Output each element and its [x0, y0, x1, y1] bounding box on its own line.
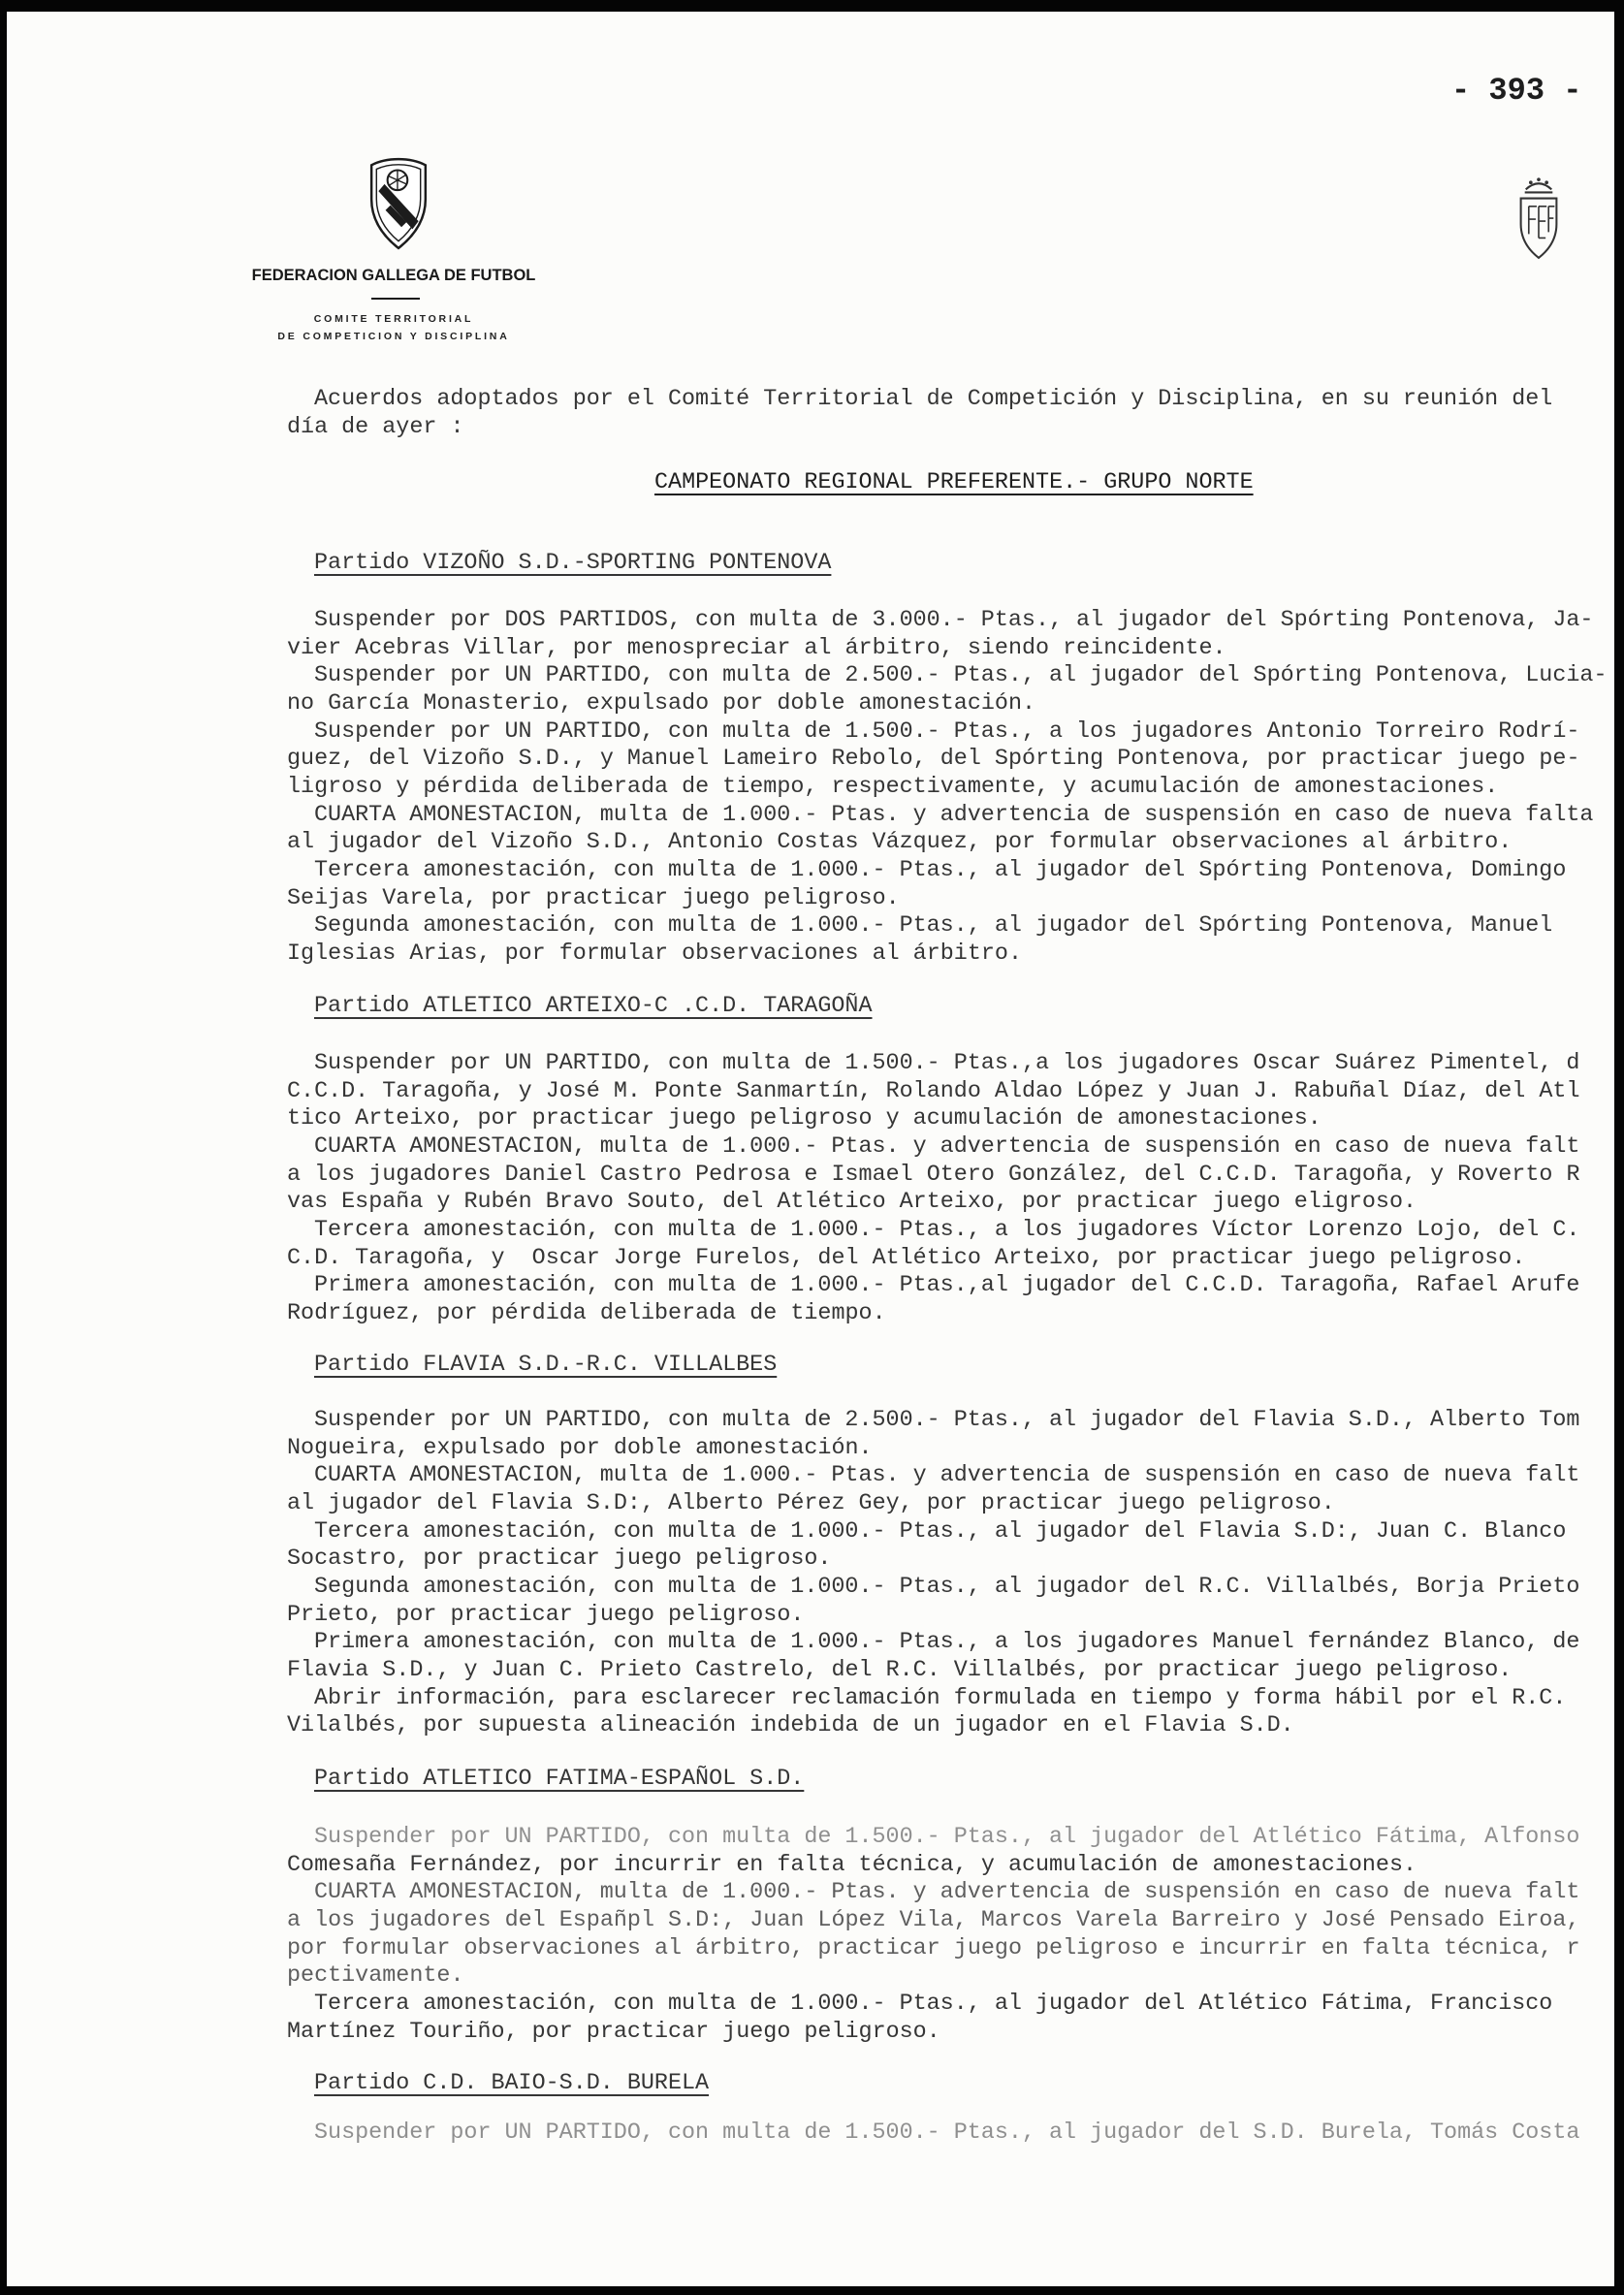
crowned-crest-icon: [1509, 173, 1569, 262]
resolution-paragraph: [287, 1050, 1579, 1133]
text-line: CUARTA AMONESTACION, multa de 1.000.- Ptas. y advertencia de suspensión en caso de nueva falt: [314, 1133, 1580, 1160]
committee-name-line-1: COMITE TERRITORIAL: [313, 313, 474, 325]
match-heading: Partido ATLETICO FATIMA-ESPAÑOL S.D.: [314, 1767, 805, 1792]
intro-paragraph: [287, 386, 1552, 441]
resolution-paragraph: [287, 718, 1607, 802]
federation-shield-icon: [368, 155, 429, 250]
resolution-paragraph: [287, 1991, 1579, 2046]
match-resolutions: [287, 1407, 1579, 1740]
match-resolutions: [287, 1050, 1579, 1328]
text-line: CUARTA AMONESTACION, multa de 1.000.- Ptas. y advertencia de suspensión en caso de nueva falt: [314, 1463, 1580, 1489]
text-line: Nogueira, expulsado por doble amonestación.: [287, 1435, 873, 1461]
text-line: ligroso y pérdida deliberada de tiempo, respectivamente, y acumulación de amonestaciones.: [287, 774, 1499, 800]
letterhead-divider: [371, 298, 420, 300]
resolution-paragraph: [287, 1685, 1579, 1740]
text-line: Primera amonestación, con multa de 1.000.- Ptas., a los jugadores Manuel fernández Blanco, de: [314, 1630, 1580, 1656]
text-line: día de ayer :: [287, 414, 464, 440]
text-line: Martínez Touriño, por practicar juego peligroso.: [287, 2019, 940, 2045]
match-heading: Partido FLAVIA S.D.-R.C. VILLALBES: [314, 1353, 778, 1378]
text-line: Socastro, por practicar juego peligroso.: [287, 1546, 832, 1573]
text-line: vas España y Rubén Bravo Souto, del Atlético Arteixo, por practicar juego eligroso.: [287, 1190, 1417, 1216]
resolution-paragraph: [287, 1879, 1579, 1991]
resolution-paragraph: [287, 1462, 1579, 1517]
text-line: Tercera amonestación, con multa de 1.000.- Ptas., al jugador del Atlético Fátima, Francisco: [314, 1991, 1553, 2017]
committee-name-line-2: DE COMPETICION Y DISCIPLINA: [277, 331, 510, 342]
text-line: Tercera amonestación, con multa de 1.000.- Ptas., a los jugadores Víctor Lorenzo Lojo, del C.: [314, 1217, 1580, 1243]
text-line: por formular observaciones al árbitro, practicar juego peligroso e incurrir en falta técnica, r: [287, 1935, 1580, 1961]
text-line: Seijas Varela, por practicar juego peligroso.: [287, 885, 900, 911]
text-line: Rodríguez, por pérdida deliberada de tiempo.: [287, 1300, 886, 1326]
resolution-paragraph: [287, 1574, 1579, 1629]
match-resolutions: [287, 2120, 1579, 2148]
text-line: Flavia S.D., y Juan C. Prieto Castrelo, del R.C. Villalbés, por practicar juego peligroso.: [287, 1657, 1513, 1683]
resolution-paragraph: [287, 1133, 1579, 1217]
text-line: guez, del Vizoño S.D., y Manuel Lameiro Rebolo, del Spórting Pontenova, por practicar juego pe-: [287, 747, 1580, 773]
text-line: Tercera amonestación, con multa de 1.000.- Ptas., al jugador del Spórting Pontenova, Domingo: [314, 857, 1567, 883]
text-line: Suspender por UN PARTIDO, con multa de 2.500.- Ptas., al jugador del Spórting Pontenova, Lucia-: [314, 663, 1608, 689]
resolution-paragraph: [287, 2120, 1579, 2148]
text-line: Suspender por UN PARTIDO, con multa de 1.500.- Ptas., al jugador del Atlético Fátima, Alfonso: [314, 1825, 1580, 1850]
text-line: C.C.D. Taragoña, y José M. Ponte Sanmartín, Rolando Aldao López y Juan J. Rabuñal Díaz, del Atl: [287, 1078, 1580, 1104]
text-line: Suspender por DOS PARTIDOS, con multa de 3.000.- Ptas., al jugador del Spórting Pontenova, Ja-: [314, 608, 1594, 633]
text-line: tico Arteixo, por practicar juego peligroso y acumulación de amonestaciones.: [287, 1106, 1321, 1132]
text-line: Iglesias Arias, por formular observaciones al árbitro.: [287, 940, 1022, 967]
competition-title: CAMPEONATO REGIONAL PREFERENTE.- GRUPO NORTE: [654, 470, 1254, 495]
match-resolutions: [287, 1824, 1579, 2046]
text-line: Vilalbés, por supuesta alineación indebida de un jugador en el Flavia S.D.: [287, 1713, 1294, 1739]
text-line: Suspender por UN PARTIDO, con multa de 2.500.- Ptas., al jugador del Flavia S.D., Alberto Tom: [314, 1408, 1580, 1433]
match-heading: Partido VIZOÑO S.D.-SPORTING PONTENOVA: [314, 551, 832, 576]
text-line: al jugador del Flavia S.D:, Alberto Pérez Gey, por practicar juego peligroso.: [287, 1490, 1335, 1516]
text-line: Segunda amonestación, con multa de 1.000.- Ptas., al jugador del R.C. Villalbés, Borja Prieto: [314, 1574, 1580, 1600]
resolution-paragraph: [287, 1272, 1579, 1327]
resolution-paragraph: [287, 1824, 1579, 1879]
match-resolutions: [287, 607, 1607, 969]
match-heading: Partido ATLETICO ARTEIXO-C .C.D. TARAGOÑA: [314, 994, 873, 1019]
page-number: - 393 -: [1451, 73, 1582, 109]
resolution-paragraph: [287, 1217, 1579, 1272]
text-line: Suspender por UN PARTIDO, con multa de 1.500.- Ptas.,a los jugadores Oscar Suárez Pimentel, d: [314, 1051, 1580, 1076]
resolution-paragraph: [287, 857, 1607, 912]
text-line: Suspender por UN PARTIDO, con multa de 1.500.- Ptas., a los jugadores Antonio Torreiro Rodrí-: [314, 718, 1580, 745]
text-line: a los jugadores Daniel Castro Pedrosa e Ismael Otero González, del C.C.D. Taragoña, y Roverto R: [287, 1162, 1580, 1188]
resolution-paragraph: [287, 607, 1607, 662]
resolution-paragraph: [287, 1407, 1579, 1462]
text-line: Segunda amonestación, con multa de 1.000.- Ptas., al jugador del Spórting Pontenova, Manuel: [314, 913, 1553, 940]
resolution-paragraph: [287, 802, 1607, 857]
text-line: C.D. Taragoña, y Oscar Jorge Furelos, del Atlético Arteixo, por practicar juego peligroso.: [287, 1245, 1526, 1271]
match-heading: Partido C.D. BAIO-S.D. BURELA: [314, 2071, 710, 2096]
resolution-paragraph: [287, 912, 1607, 968]
text-line: Primera amonestación, con multa de 1.000.- Ptas.,al jugador del C.C.D. Taragoña, Rafael Arufe: [314, 1273, 1580, 1299]
text-line: al jugador del Vizoño S.D., Antonio Costas Vázquez, por formular observaciones al árbitro.: [287, 830, 1513, 856]
resolution-paragraph: [287, 1629, 1579, 1684]
text-line: vier Acebras Villar, por menospreciar al árbitro, siendo reincidente.: [287, 635, 1226, 661]
federation-name: FEDERACION GALLEGA DE FUTBOL: [251, 267, 536, 284]
resolution-paragraph: [287, 662, 1607, 717]
resolution-paragraph: [287, 1518, 1579, 1574]
text-line: Acuerdos adoptados por el Comité Territorial de Competición y Disciplina, en su reunión del: [314, 387, 1553, 412]
text-line: pectivamente.: [287, 1963, 464, 1990]
text-line: no García Monasterio, expulsado por doble amonestación.: [287, 690, 1036, 717]
text-line: Comesaña Fernández, por incurrir en falta técnica, y acumulación de amonestaciones.: [287, 1852, 1417, 1878]
text-line: a los jugadores del Españpl S.D:, Juan López Vila, Marcos Varela Barreiro y José Pensado Eiroa,: [287, 1907, 1580, 1933]
text-line: Tercera amonestación, con multa de 1.000.- Ptas., al jugador del Flavia S.D:, Juan C. Blanco: [314, 1518, 1567, 1545]
text-line: CUARTA AMONESTACION, multa de 1.000.- Ptas. y advertencia de suspensión en caso de nueva falt: [314, 1880, 1580, 1906]
text-line: CUARTA AMONESTACION, multa de 1.000.- Ptas. y advertencia de suspensión en caso de nueva falta: [314, 802, 1594, 828]
text-line: Abrir información, para esclarecer reclamación formulada en tiempo y forma hábil por el R.C.: [314, 1685, 1567, 1711]
text-line: Suspender por UN PARTIDO, con multa de 1.500.- Ptas., al jugador del S.D. Burela, Tomás Costa: [314, 2120, 1580, 2146]
text-line: Prieto, por practicar juego peligroso.: [287, 1602, 805, 1628]
